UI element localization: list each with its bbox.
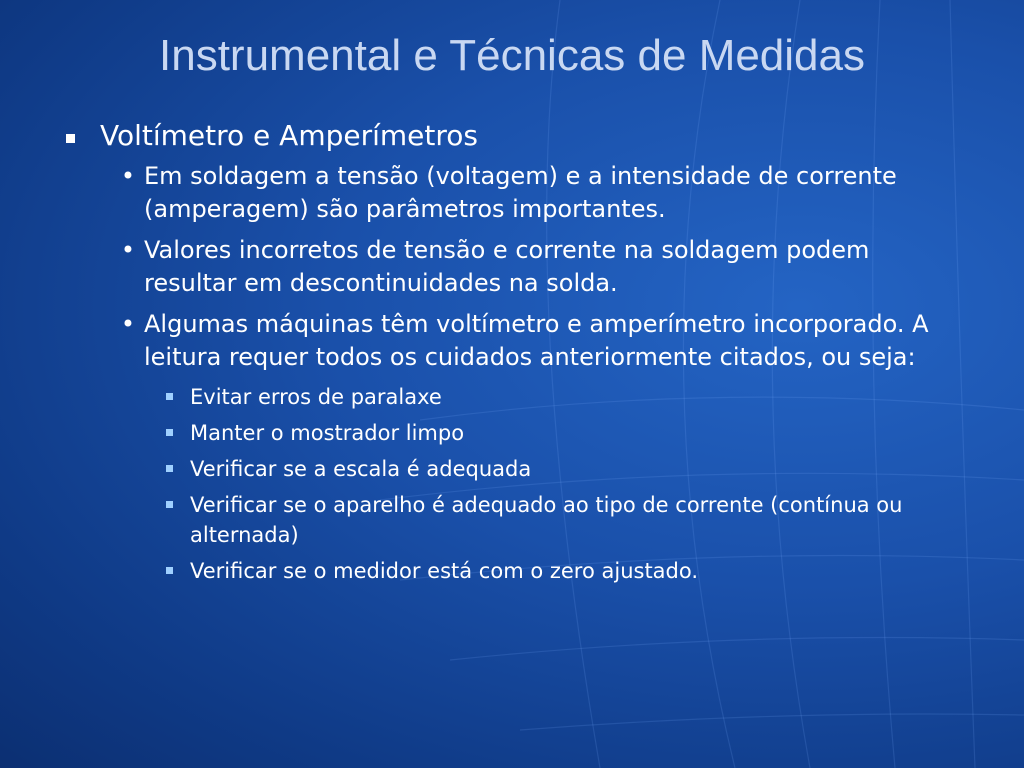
square-bullet-icon [164, 556, 190, 586]
dot-bullet-icon: • [120, 162, 136, 190]
bullet-level3 [164, 382, 960, 412]
square-bullet-icon [164, 418, 190, 448]
bullet-text: Verificar se a escala é adequada [190, 457, 532, 481]
bullet-text: Verificar se o aparelho é adequado ao tipo de corrente (contínua ou alternada) [190, 493, 903, 547]
square-bullet-icon [164, 454, 190, 484]
square-bullet-icon [164, 490, 190, 520]
slide-title: Instrumental e Técnicas de Medidas [159, 31, 865, 80]
bullet-level2 [112, 308, 960, 374]
bullet-text: Valores incorretos de tensão e corrente na soldagem podem resultar em descontinuidades na solda. [144, 236, 870, 297]
bullet-level3 [164, 454, 960, 484]
bullet-text: Algumas máquinas têm voltímetro e amperímetro incorporado. A leitura requer todos os cuidados anteriormente citados, ou seja: [144, 310, 929, 371]
square-bullet-icon [164, 382, 190, 412]
bullet-text: Manter o mostrador limpo [190, 421, 465, 445]
bullet-level1 [60, 118, 960, 154]
bullet-text: Evitar erros de paralaxe [190, 385, 442, 409]
bullet-text: Voltímetro e Amperímetros [100, 119, 478, 152]
bullet-level3 [164, 418, 960, 448]
bullet-text: Em soldagem a tensão (voltagem) e a intensidade de corrente (amperagem) são parâmetros importantes. [144, 162, 897, 223]
bullet-level3 [164, 490, 960, 550]
bullet-text: Verificar se o medidor está com o zero ajustado. [190, 559, 699, 583]
bullet-level2 [112, 160, 960, 226]
bullet-level2 [112, 234, 960, 300]
slide-content [60, 118, 960, 592]
bullet-level3 [164, 556, 960, 586]
dot-bullet-icon: • [120, 310, 136, 338]
square-bullet-icon [60, 118, 100, 154]
dot-bullet-icon: • [120, 236, 136, 264]
